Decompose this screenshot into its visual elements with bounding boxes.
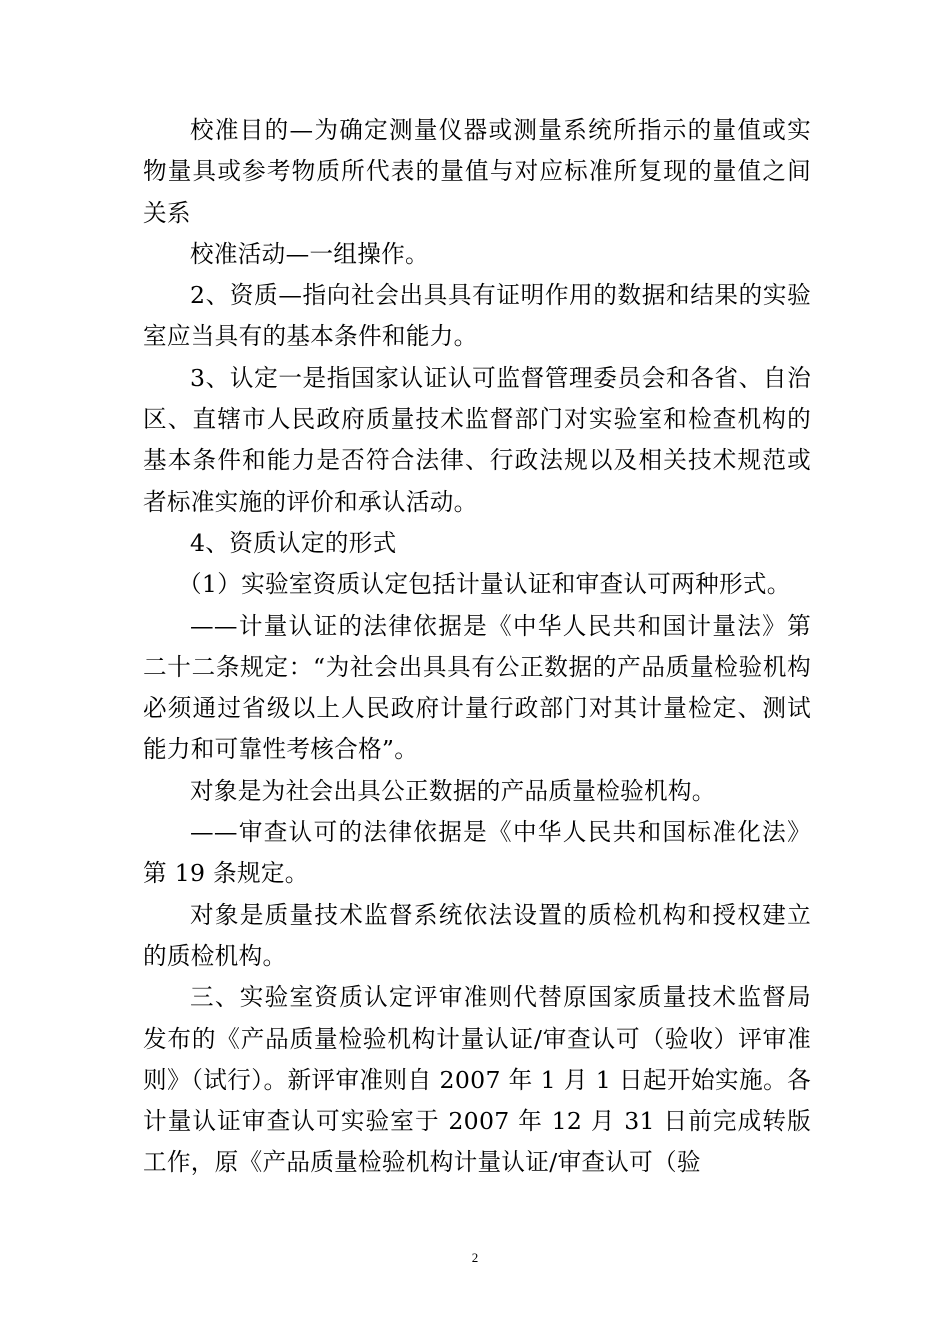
document-body xyxy=(143,110,811,1184)
paragraph-calibration-purpose: 校准目的—为确定测量仪器或测量系统所指示的量值或实物量具或参考物质所代表的量值与对应标准所复现的量值之间关系 xyxy=(143,116,811,227)
paragraph-qualification: 2、资质—指向社会出具具有证明作用的数据和结果的实验室应当具有的基本条件和能力。 xyxy=(143,281,811,351)
paragraph-forms-list-1: （1）实验室资质认定包括计量认证和审查认可两种形式。 xyxy=(178,570,791,599)
paragraph-criteria-replacement: 三、实验室资质认定评审准则代替原国家质量技术监督局发布的《产品质量检验机构计量认证/审查认可（验收）评审准则》（试行）。新评审准则自 2007 年 1 月 1 日起开始实施。各计量认证审查认可实验室于 2007 年 12 月 31 日前完成转版工作，原《产品质量检验机构计量认证/审查认可（验 xyxy=(143,983,811,1177)
paragraph-metrology-basis: ——计量认证的法律依据是《中华人民共和国计量法》第二十二条规定：“为社会出具具有公正数据的产品质量检验机构必须通过省级以上人民政府计量行政部门对其计量检定、测试能力和可靠性考核合格”。 xyxy=(143,611,811,764)
paragraph-metrology-object: 对象是为社会出具公正数据的产品质量检验机构。 xyxy=(190,776,716,805)
page-number: 2 xyxy=(471,1250,479,1265)
paragraph-review-object: 对象是质量技术监督系统依法设置的质检机构和授权建立的质检机构。 xyxy=(143,900,811,970)
paragraph-forms-heading: 4、资质认定的形式 xyxy=(190,528,397,557)
paragraph-calibration-activity: 校准活动—一组操作。 xyxy=(190,239,429,268)
paragraph-review-basis: ——审查认可的法律依据是《中华人民共和国标准化法》第 19 条规定。 xyxy=(143,818,811,888)
paragraph-accreditation: 3、认定一是指国家认证认可监督管理委员会和各省、自治区、直辖市人民政府质量技术监督部门对实验室和检查机构的基本条件和能力是否符合法律、行政法规以及相关技术规范或者标准实施的评价和承认活动。 xyxy=(143,363,811,516)
